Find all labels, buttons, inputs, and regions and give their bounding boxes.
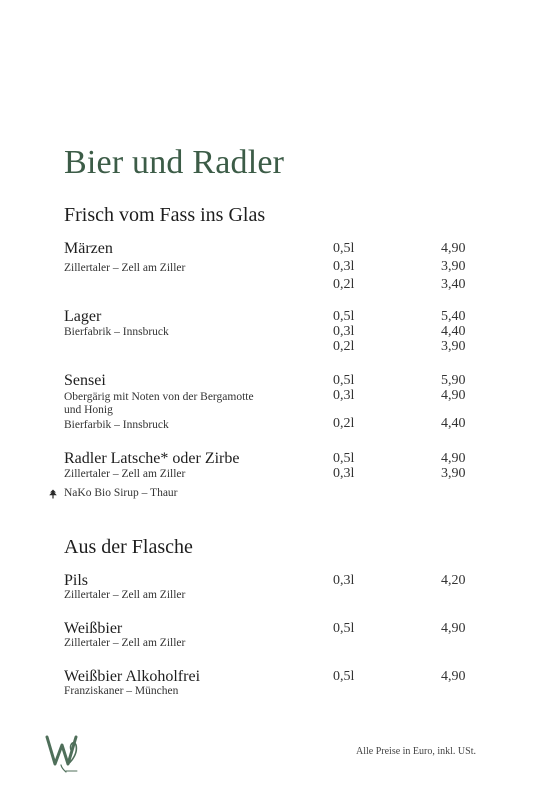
item-volume: 0,5l: [333, 309, 355, 324]
item-name-weissbier-alkoholfrei: Weißbier Alkoholfrei: [64, 668, 201, 685]
item-price: 3,90: [441, 339, 466, 354]
item-volume: 0,3l: [333, 388, 355, 403]
item-description-sensei: und Honig: [64, 404, 113, 416]
leaf-icon: [48, 489, 58, 499]
page-title: Bier und Radler: [64, 144, 285, 181]
item-name-maerzen: Märzen: [64, 240, 113, 257]
item-origin-maerzen: Zillertaler – Zell am Ziller: [64, 262, 186, 274]
item-volume: 0,2l: [333, 416, 355, 431]
item-price: 5,40: [441, 309, 466, 324]
item-price: 4,40: [441, 416, 466, 431]
item-description-sensei: Obergärig mit Noten von der Bergamotte: [64, 391, 254, 403]
item-name-weissbier: Weißbier: [64, 620, 123, 637]
item-price: 4,40: [441, 324, 466, 339]
item-name-radler: Radler Latsche* oder Zirbe: [64, 450, 240, 467]
item-volume: 0,2l: [333, 339, 355, 354]
item-volume: 0,5l: [333, 669, 355, 684]
item-price: 3,90: [441, 259, 466, 274]
item-name-sensei: Sensei: [64, 372, 106, 389]
item-price: 4,90: [441, 669, 466, 684]
item-origin-weissbier: Zillertaler – Zell am Ziller: [64, 637, 186, 649]
item-price: 4,90: [441, 241, 466, 256]
item-price: 3,90: [441, 466, 466, 481]
item-price: 4,90: [441, 388, 466, 403]
item-volume: 0,5l: [333, 241, 355, 256]
item-name-lager: Lager: [64, 308, 102, 325]
item-name-pils: Pils: [64, 572, 89, 589]
item-origin-radler: Zillertaler – Zell am Ziller: [64, 468, 186, 480]
item-note-radler: NaKo Bio Sirup – Thaur: [64, 487, 178, 499]
item-price: 5,90: [441, 373, 466, 388]
item-volume: 0,3l: [333, 573, 355, 588]
item-origin-weissbier-alkoholfrei: Franziskaner – München: [64, 685, 179, 697]
section-title-bottled: Aus der Flasche: [64, 536, 193, 558]
item-volume: 0,3l: [333, 324, 355, 339]
footer-note: Alle Preise in Euro, inkl. USt.: [356, 746, 476, 757]
section-title-draft: Frisch vom Fass ins Glas: [64, 204, 266, 226]
item-volume: 0,5l: [333, 373, 355, 388]
item-origin-pils: Zillertaler – Zell am Ziller: [64, 589, 186, 601]
item-volume: 0,2l: [333, 277, 355, 292]
item-volume: 0,3l: [333, 259, 355, 274]
item-origin-sensei: Bierfarbik – Innsbruck: [64, 419, 169, 431]
item-volume: 0,5l: [333, 621, 355, 636]
item-volume: 0,5l: [333, 451, 355, 466]
item-price: 4,90: [441, 451, 466, 466]
item-volume: 0,3l: [333, 466, 355, 481]
w-monogram-logo: [44, 731, 84, 773]
item-price: 4,20: [441, 573, 466, 588]
item-price: 4,90: [441, 621, 466, 636]
item-price: 3,40: [441, 277, 466, 292]
item-origin-lager: Bierfabrik – Innsbruck: [64, 326, 169, 338]
